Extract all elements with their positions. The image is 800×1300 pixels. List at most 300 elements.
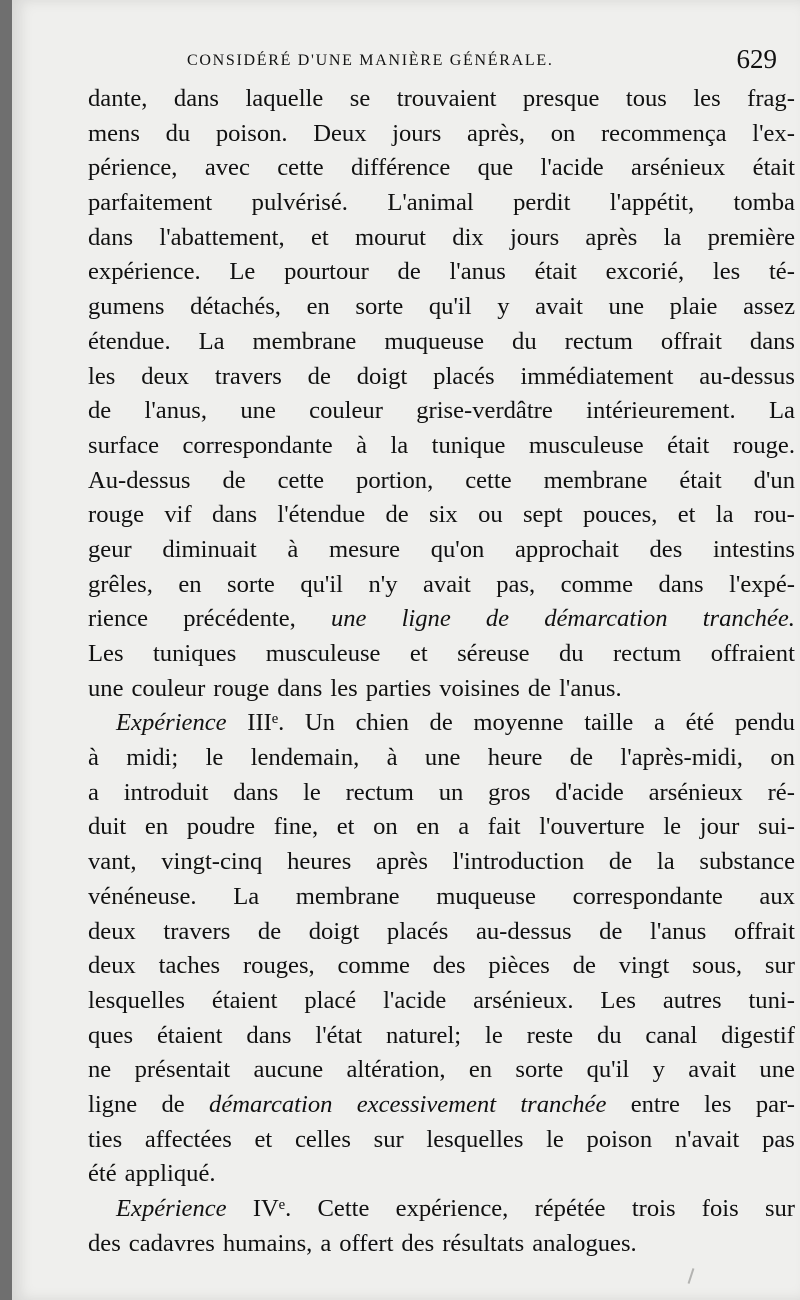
word: dans	[658, 570, 704, 598]
word: pas	[762, 1125, 795, 1153]
word: cette	[277, 466, 325, 494]
word: intestins	[712, 535, 795, 563]
word: vingt	[618, 952, 670, 980]
word: gumens	[88, 293, 165, 321]
word: cette	[465, 466, 512, 494]
word: une	[608, 293, 645, 321]
word: à	[356, 431, 368, 459]
word: duit	[88, 813, 127, 841]
word: des	[432, 952, 466, 980]
word: les	[330, 674, 358, 702]
word: et	[310, 223, 329, 251]
italic-word: tranchée.	[702, 605, 795, 633]
word: altération,	[346, 1056, 446, 1084]
word: dans	[211, 501, 258, 529]
word: était	[752, 154, 795, 182]
text-line	[88, 464, 795, 499]
word: six	[429, 501, 458, 529]
text-line	[88, 1227, 795, 1262]
word: rectum	[564, 327, 633, 355]
text-line	[88, 255, 795, 290]
text-line	[88, 498, 795, 533]
word: en	[178, 570, 202, 598]
word: présentait	[134, 1056, 231, 1084]
word: lesquelles	[88, 986, 185, 1014]
word: l'anus	[649, 917, 707, 945]
word: en	[144, 813, 169, 841]
word: l'après-midi,	[620, 744, 743, 772]
italic-word: excessivement	[356, 1090, 497, 1118]
word: couleur	[309, 397, 383, 425]
italic-word: démarcation	[544, 605, 668, 633]
page-number: 629	[736, 44, 777, 74]
word: séreuse	[457, 640, 530, 667]
word: périence,	[88, 154, 178, 182]
word: fine,	[273, 813, 319, 841]
word: deux	[88, 952, 136, 980]
word: de	[88, 397, 112, 425]
word: offert	[339, 1229, 394, 1257]
word: les	[693, 85, 721, 112]
word: poison.	[215, 119, 288, 147]
word: du	[165, 119, 191, 147]
word: l'ouverture	[539, 813, 645, 841]
word: autres	[662, 986, 722, 1014]
word: l'anus.	[559, 674, 622, 702]
word: Un	[304, 709, 335, 737]
word: qu'il	[586, 1056, 630, 1084]
word: expérience.	[88, 258, 201, 286]
word: tous	[625, 85, 667, 112]
word: mesure	[328, 535, 400, 563]
word: en	[416, 813, 440, 841]
word: l'expé-	[729, 570, 795, 598]
word: le	[485, 1021, 503, 1049]
text-line	[88, 325, 795, 360]
word: dans	[173, 85, 219, 112]
word: précédente,	[183, 605, 296, 633]
word: dans	[749, 327, 795, 355]
word: dans	[277, 674, 323, 702]
word: après,	[467, 119, 526, 147]
word: une	[759, 1056, 795, 1084]
word: rou-	[753, 501, 795, 529]
word: une	[88, 674, 124, 702]
word: du	[596, 1021, 622, 1049]
page-header	[187, 44, 777, 80]
word: membrane	[295, 882, 400, 910]
word: les	[88, 362, 116, 390]
word: rouge	[88, 501, 144, 529]
word: ligne	[88, 1090, 138, 1118]
word: tuni-	[748, 986, 795, 1014]
word: immédiatement	[520, 362, 674, 390]
word: fois	[701, 1195, 739, 1222]
word: rouges,	[242, 952, 315, 980]
word: l'introduction	[452, 848, 585, 876]
word: reste	[526, 1021, 574, 1049]
word: portion,	[356, 466, 434, 494]
italic-word: démarcation	[209, 1090, 333, 1118]
word: sept	[522, 501, 563, 529]
italic-word: Expérience	[116, 709, 227, 737]
word: ré-	[767, 778, 795, 806]
word: moyenne	[473, 709, 564, 737]
word: arsénieux.	[473, 986, 574, 1014]
word: assez	[743, 293, 795, 321]
word: de	[161, 1090, 185, 1118]
word: Au-dessus	[88, 466, 191, 494]
word: couleur	[131, 674, 206, 702]
word: grise-verdâtre	[416, 397, 553, 425]
word: des	[88, 1229, 121, 1257]
word: mens	[88, 119, 140, 147]
word: les	[704, 1090, 732, 1118]
text-line	[88, 1088, 795, 1123]
word: l'acide	[383, 986, 447, 1014]
running-title: CONSIDÉRÉ D'UNE MANIÈRE GÉNÉRALE.	[187, 52, 554, 69]
italic-word: Expérience	[116, 1195, 227, 1222]
word: placés	[386, 917, 449, 945]
word: l'étendue	[277, 501, 366, 529]
text-line	[88, 568, 795, 603]
word: naturel;	[386, 1021, 462, 1049]
word: y	[497, 293, 510, 321]
word: et	[336, 813, 355, 841]
word: sui-	[758, 813, 795, 841]
text-line	[88, 221, 795, 256]
italic-word: tranchée	[520, 1090, 607, 1118]
word: surface	[88, 431, 159, 459]
word: a	[458, 813, 470, 841]
word: gros	[488, 778, 531, 806]
scan-speck	[688, 1268, 695, 1284]
word: rectum	[345, 778, 414, 806]
word: membrane	[252, 327, 357, 355]
word: lendemain,	[250, 744, 360, 772]
word: offrait	[660, 327, 722, 355]
text-line	[88, 533, 795, 568]
word: vénéneuse.	[88, 882, 197, 910]
word: répétée	[534, 1195, 606, 1222]
word: de	[599, 917, 623, 945]
text-line	[88, 602, 795, 637]
word: avait	[422, 570, 471, 598]
word: de	[527, 674, 552, 702]
word: de	[569, 744, 593, 772]
word: midi;	[126, 744, 179, 772]
word: dix	[452, 223, 484, 251]
word: muqueuse	[384, 327, 485, 355]
word: deux	[141, 362, 189, 390]
word: dans	[88, 223, 134, 251]
word: de	[572, 952, 596, 980]
word: de	[222, 466, 246, 494]
text-line	[88, 880, 795, 915]
word: L'animal	[387, 189, 474, 217]
word: résultats	[442, 1229, 525, 1257]
word: l'abattement,	[159, 223, 285, 251]
word: voisines	[439, 674, 520, 702]
word: cadavres	[128, 1229, 215, 1257]
word: que	[477, 154, 514, 182]
text-line	[88, 1019, 795, 1054]
word: heure	[487, 744, 543, 772]
text-line	[88, 845, 795, 880]
word: vingt-cinq	[161, 848, 263, 876]
word: appliqué.	[124, 1160, 216, 1188]
word: la	[663, 223, 682, 251]
word: aux	[759, 882, 795, 910]
word: jours	[509, 223, 560, 251]
word: diminuait	[162, 535, 257, 563]
word: pendu	[734, 709, 795, 737]
word: pouces,	[582, 501, 658, 529]
word: différence	[351, 154, 451, 182]
word: un	[438, 778, 464, 806]
word: sur	[373, 1125, 404, 1153]
word: ou	[478, 501, 503, 529]
italic-word: de	[485, 605, 510, 633]
italic-word: ligne	[401, 605, 451, 633]
text-line	[88, 394, 795, 429]
word: rouge	[213, 674, 270, 702]
word: offraient	[710, 640, 795, 667]
word: de	[385, 501, 409, 529]
word: tomba	[733, 189, 795, 217]
word: qu'il	[300, 570, 344, 598]
word: analogues.	[532, 1229, 637, 1257]
word: l'anus	[449, 258, 506, 286]
text-line	[88, 360, 795, 395]
word: pas,	[496, 570, 536, 598]
word: de	[397, 258, 421, 286]
italic-word: une	[330, 605, 367, 633]
word: et	[409, 640, 428, 667]
word: y	[652, 1056, 665, 1084]
word: d'acide	[555, 778, 624, 806]
word: taches	[158, 952, 221, 980]
word: Deux	[313, 119, 367, 147]
word: le	[303, 778, 321, 806]
word: été	[88, 1160, 117, 1188]
word: tunique	[431, 431, 506, 459]
text-line	[88, 186, 795, 221]
word: des	[649, 535, 683, 563]
word: recommença	[600, 119, 727, 147]
word: IIIᵉ.	[247, 709, 285, 737]
word: après	[376, 848, 428, 876]
word: la	[390, 431, 409, 459]
word: à	[386, 744, 398, 772]
book-page	[12, 0, 800, 1300]
word: deux	[88, 917, 136, 945]
word: intérieurement.	[586, 397, 736, 425]
text-line	[88, 984, 795, 1019]
word: a	[654, 709, 665, 737]
word: une	[240, 397, 276, 425]
word: té-	[768, 258, 795, 286]
word: l'acide	[540, 154, 604, 182]
word: IVᵉ.	[252, 1195, 292, 1222]
word: expérience,	[395, 1195, 509, 1222]
word: arsénieux	[648, 778, 743, 806]
word: l'ex-	[752, 119, 795, 147]
word: frag-	[747, 85, 795, 112]
text-line	[88, 117, 795, 152]
word: heures	[287, 848, 352, 876]
word: vant,	[88, 848, 137, 876]
word: on	[373, 813, 398, 841]
word: presque	[522, 85, 600, 112]
word: pulvérisé.	[251, 189, 348, 217]
word: dante,	[88, 85, 148, 112]
text-line	[88, 672, 795, 707]
word: ques	[88, 1021, 134, 1049]
word: Les	[88, 640, 124, 667]
word: approchait	[515, 535, 619, 563]
word: était	[534, 258, 577, 286]
word: qu'on	[430, 535, 485, 563]
word: jours	[392, 119, 442, 147]
word: mourut	[354, 223, 426, 251]
word: de	[307, 362, 331, 390]
word: poudre	[186, 813, 256, 841]
word: a	[88, 778, 99, 806]
text-line	[88, 151, 795, 186]
word: parfaitement	[88, 189, 213, 217]
word: affectées	[144, 1125, 232, 1153]
word: poison	[586, 1125, 653, 1153]
word: chien	[355, 709, 409, 737]
word: excorié,	[605, 258, 685, 286]
word: n'avait	[674, 1125, 740, 1153]
word: aucune	[253, 1056, 324, 1084]
word: sous,	[692, 952, 743, 980]
word: rience	[88, 605, 149, 633]
word: comme	[337, 952, 410, 980]
word: introduit	[123, 778, 209, 806]
word: geur	[88, 535, 132, 563]
word: ne	[88, 1056, 112, 1084]
word: doigt	[308, 917, 360, 945]
word: avait	[688, 1056, 737, 1084]
word: n'y	[368, 570, 398, 598]
word: La	[233, 882, 260, 910]
word: musculeuse	[265, 640, 381, 667]
word: pourtour	[284, 258, 369, 286]
word: Le	[229, 258, 256, 286]
word: offrait	[733, 917, 795, 945]
word: en	[468, 1056, 493, 1084]
word: placés	[433, 362, 495, 390]
word: et	[677, 501, 696, 529]
word: la	[715, 501, 734, 529]
word: l'anus,	[144, 397, 208, 425]
word: étaient	[211, 986, 278, 1014]
word: rouge.	[732, 431, 795, 459]
word: dans	[233, 778, 279, 806]
word: travers	[214, 362, 282, 390]
word: étendue.	[88, 327, 171, 355]
word: placé	[304, 986, 357, 1014]
word: vif	[164, 501, 192, 529]
word: lesquelles	[426, 1125, 524, 1153]
word: détachés,	[190, 293, 281, 321]
word: plaie	[669, 293, 718, 321]
word: fait	[487, 813, 521, 841]
word: l'appétit,	[609, 189, 695, 217]
word: en	[306, 293, 330, 321]
word: substance	[699, 848, 795, 876]
text-line	[88, 810, 795, 845]
word: canal	[645, 1021, 698, 1049]
word: La	[198, 327, 225, 355]
word: celles	[294, 1125, 351, 1153]
word: rectum	[612, 640, 682, 667]
word: le	[546, 1125, 564, 1153]
word: sorte	[227, 570, 275, 598]
text-line	[88, 1053, 795, 1088]
word: travers	[163, 917, 231, 945]
word: doigt	[356, 362, 408, 390]
word: comme	[560, 570, 634, 598]
word: dans	[246, 1021, 292, 1049]
word: d'un	[753, 466, 795, 494]
body-text	[88, 82, 795, 1261]
word: les	[712, 258, 741, 286]
text-line	[88, 706, 795, 741]
word: après	[585, 223, 638, 251]
word: cette	[277, 154, 324, 182]
word: arsénieux	[631, 154, 726, 182]
text-line	[88, 776, 795, 811]
word: et	[254, 1125, 273, 1153]
word: première	[707, 223, 795, 251]
word: une	[424, 744, 461, 772]
word: pièces	[488, 952, 550, 980]
word: au-dessus	[475, 917, 572, 945]
word: avait	[535, 293, 583, 321]
word: jour	[699, 813, 740, 841]
word: sorte	[515, 1056, 564, 1084]
word: au-dessus	[699, 362, 795, 390]
text-line	[88, 949, 795, 984]
text-line	[88, 637, 795, 672]
word: sorte	[355, 293, 404, 321]
word: le	[205, 744, 224, 772]
word: à	[287, 535, 299, 563]
word: de	[257, 917, 282, 945]
word: on	[550, 119, 576, 147]
word: qu'il	[428, 293, 472, 321]
word: étaient	[156, 1021, 223, 1049]
word: par-	[755, 1090, 795, 1118]
word: trouvaient	[396, 85, 497, 112]
word: de	[608, 848, 633, 876]
text-line	[88, 915, 795, 950]
word: ties	[88, 1125, 123, 1153]
text-line	[88, 1192, 795, 1227]
text-line	[88, 741, 795, 776]
word: à	[88, 744, 99, 772]
word: sur	[764, 1195, 795, 1222]
word: perdit	[513, 189, 571, 217]
word: trois	[631, 1195, 676, 1222]
word: la	[656, 848, 675, 876]
word: correspondante	[572, 882, 723, 910]
word: parties	[365, 674, 432, 702]
